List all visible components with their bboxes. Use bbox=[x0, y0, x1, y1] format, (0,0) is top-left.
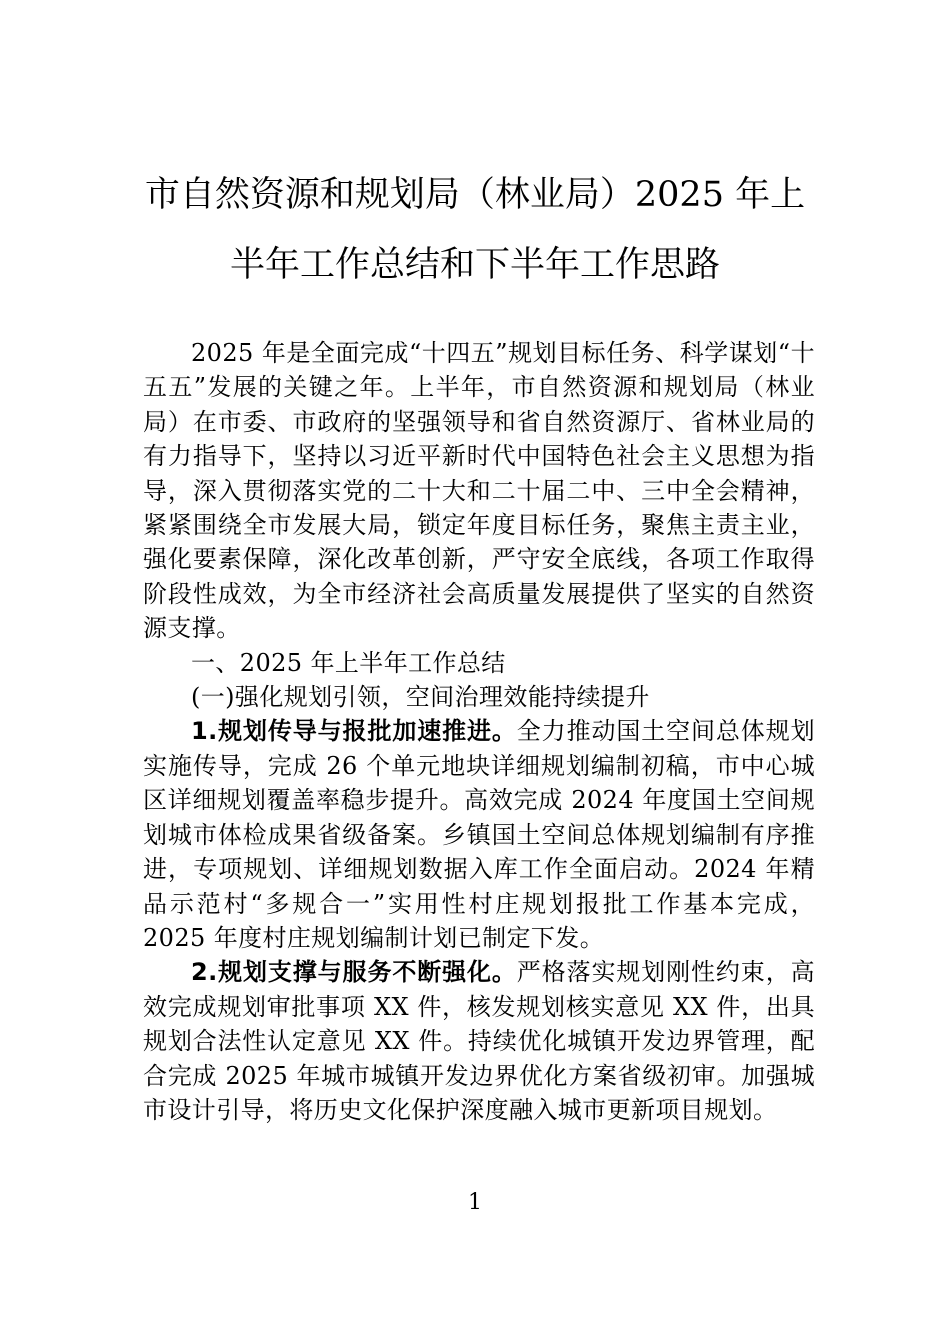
section-heading: 一、2025 年上半年工作总结 bbox=[191, 648, 506, 677]
document-title-line-1: 市自然资源和规划局（林业局）2025 年上 bbox=[144, 175, 806, 215]
subsection-heading: (一)强化规划引领，空间治理效能持续提升 bbox=[191, 683, 650, 712]
intro-paragraph: 2025 年是全面完成“十四五”规划目标任务、科学谋划“十五五”发展的关键之年。上半年，市自然资源和规划局（林业局）在市委、市政府的坚强领导和省自然资源厅、省林业局的有力指导下，坚持以习近平新时代中国特色社会主义思想为指导，深入贯彻落实党的二十大和二十届二中、三中全会精神，紧紧围绕全市发展大局，锁定年度目标任务，聚焦主责主业，强化要素保障，深化改革创新，严守安全底线，各项工作取得阶段性成效，为全市经济社会高质量发展提供了坚实的自然资源支撑。 bbox=[143, 339, 815, 643]
item-1-lead: 1.规划传导与报批加速推进。 bbox=[191, 717, 517, 746]
item-paragraph-1 bbox=[143, 714, 815, 955]
item-2-lead: 2.规划支撑与服务不断强化。 bbox=[191, 958, 517, 987]
item-paragraph-2 bbox=[143, 955, 815, 1127]
item-1-text: 全力推动国土空间总体规划实施传导，完成 26 个单元地块详细规划编制初稿，市中心城区详细规划覆盖率稳步提升。高效完成 2024 年度国土空间规划城市体检成果省级备案。乡镇国土空间总体规划编制有序推进，专项规划、详细规划数据入库工作全面启动。2024 年精品示范村“多规合一”实用性村庄规划报批工作基本完成，2025 年度村庄规划编制计划已制定下发。 bbox=[143, 717, 815, 952]
document-body bbox=[143, 336, 815, 1127]
document-title-line-2: 半年工作总结和下半年工作思路 bbox=[229, 245, 720, 285]
page-number: 1 bbox=[468, 1190, 482, 1215]
item-2-text: 严格落实规划刚性约束，高效完成规划审批事项 XX 件，核发规划核实意见 XX 件，出具规划合法性认定意见 XX 件。持续优化城镇开发边界管理，配合完成 2025 年城市城镇开发边界优化方案省级初审。加强城市设计引导，将历史文化保护深度融入城市更新项目规划。 bbox=[143, 958, 815, 1124]
